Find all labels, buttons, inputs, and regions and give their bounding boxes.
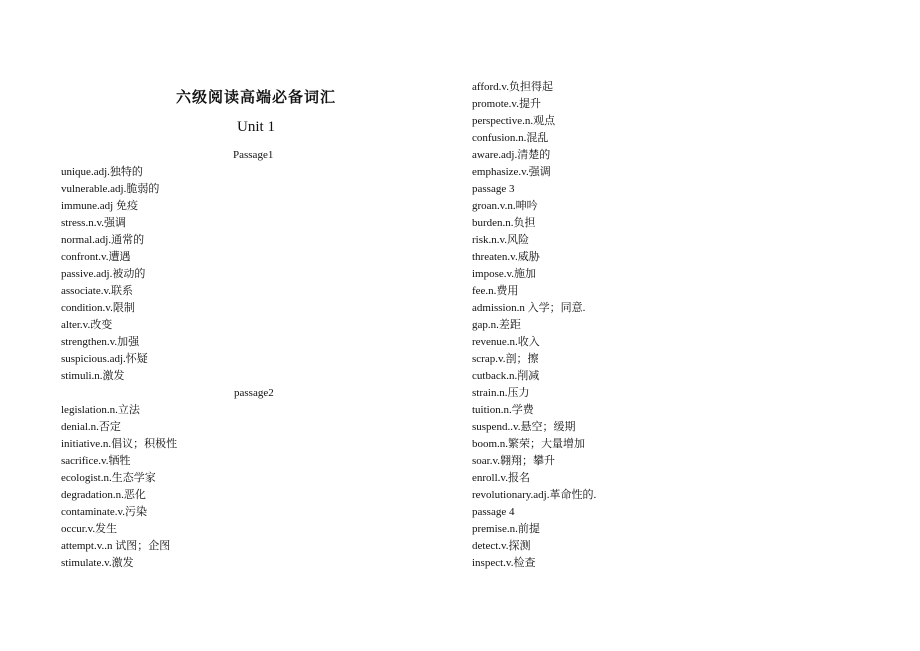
vocab-entry: detect.v.探测	[472, 540, 531, 552]
vocab-entry: suspicious.adj.怀疑	[61, 353, 148, 365]
vocab-entry: vulnerable.adj.脆弱的	[61, 183, 160, 195]
vocab-entry: promote.v.提升	[472, 98, 541, 110]
vocab-entry: normal.adj.通常的	[61, 234, 145, 246]
passage-heading: passage2	[234, 387, 274, 399]
vocab-entry: condition.v.限制	[61, 302, 135, 314]
vocab-entry: emphasize.v.强调	[472, 166, 551, 178]
passage-heading: Passage1	[233, 149, 274, 161]
vocab-entry: risk.n.v.风险	[472, 234, 530, 246]
vocab-entry: revolutionary.adj.革命性的.	[472, 489, 597, 501]
vocab-entry: strain.n.压力	[472, 387, 530, 399]
vocab-entry: attempt.v..n 试图；企图	[61, 540, 171, 552]
vocab-entry: ecologist.n.生态学家	[61, 472, 156, 484]
vocab-entry: inspect.v.检查	[472, 557, 536, 569]
vocab-entry: stress.n.v.强调	[61, 217, 126, 229]
vocab-entry: sacrifice.v.牺牲	[61, 455, 131, 467]
vocab-entry: cutback.n.削减	[472, 370, 540, 382]
vocab-entry: fee.n.费用	[472, 285, 519, 297]
vocab-entry: gap.n.差距	[472, 319, 521, 331]
vocab-entry: perspective.n.观点	[472, 115, 556, 127]
vocab-entry: threaten.v.威胁	[472, 251, 540, 263]
vocab-entry: immune.adj 免疫	[61, 200, 138, 212]
passage-heading: passage 4	[472, 506, 515, 518]
vocab-entry: enroll.v.报名	[472, 472, 530, 484]
vocab-entry: confusion.n.混乱	[472, 132, 549, 144]
vocab-entry: boom.n.繁荣；大量增加	[472, 438, 586, 450]
vocab-entry: tuition.n.学费	[472, 404, 534, 416]
vocab-entry: impose.v.施加	[472, 268, 537, 280]
vocab-entry: legislation.n.立法	[61, 404, 140, 416]
vocab-entry: associate.v.联系	[61, 285, 133, 297]
vocab-entry: burden.n.负担	[472, 217, 536, 229]
passage-heading: passage 3	[472, 183, 515, 195]
right-vocab-list	[472, 79, 700, 572]
vocab-entry: unique.adj.独特的	[61, 166, 143, 178]
left-vocab-list	[61, 147, 274, 572]
vocab-entry: confront.v.遭遇	[61, 251, 131, 263]
vocab-entry: passive.adj.被动的	[61, 268, 146, 280]
vocab-entry: admission.n 入学；同意.	[472, 302, 586, 314]
vocab-entry: occur.v.发生	[61, 523, 118, 535]
unit-heading: Unit 1	[237, 119, 275, 135]
vocab-entry: groan.v.n.呻吟	[472, 200, 538, 212]
vocab-entry: premise.n.前提	[472, 523, 540, 535]
vocab-entry: stimuli.n.激发	[61, 370, 125, 382]
vocab-entry: contaminate.v.污染	[61, 506, 148, 518]
vocab-entry: soar.v.翱翔；攀升	[472, 455, 556, 467]
vocab-entry: suspend..v.悬空；缓期	[472, 421, 576, 433]
vocab-entry: degradation.n.恶化	[61, 489, 146, 501]
page-title: 六级阅读高端必备词汇	[175, 90, 336, 106]
vocab-entry: strengthen.v.加强	[61, 336, 140, 348]
vocab-entry: revenue.n.收入	[472, 336, 540, 348]
vocab-entry: alter.v.改变	[61, 319, 113, 331]
vocab-entry: stimulate.v.激发	[61, 557, 134, 569]
vocab-entry: scrap.v.剖；擦	[472, 353, 539, 365]
vocab-entry: afford.v.负担得起	[472, 81, 553, 93]
vocab-entry: aware.adj.清楚的	[472, 149, 551, 161]
vocab-entry: initiative.n.倡议；积极性	[61, 438, 178, 450]
vocab-entry: denial.n.否定	[61, 421, 121, 433]
